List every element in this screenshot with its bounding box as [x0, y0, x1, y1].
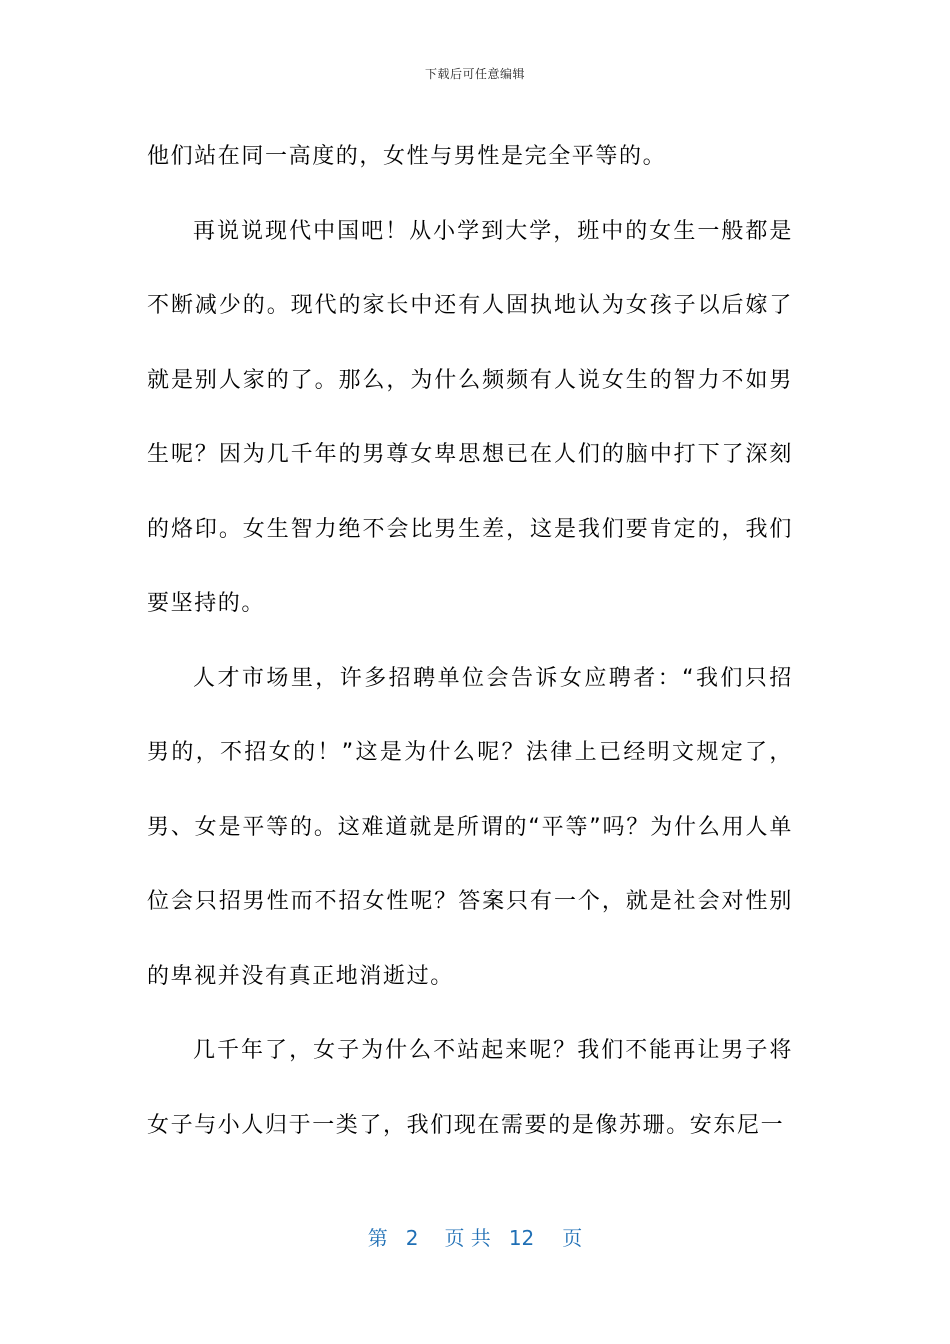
paragraph-3: 人才市场里，许多招聘单位会告诉女应聘者：“我们只招男的，不招女的！”这是为什么呢？法律上已经明文规定了，男、女是平等的。这难道就是所谓的“平等”吗？为什么用人单位会只招男性而不招女性呢？答案只有一个，就是社会对性别的卑视并没有真正地消逝过。: [147, 665, 793, 989]
document-body: [147, 120, 793, 1163]
page-footer: [0, 1224, 950, 1252]
page-header: 下载后可任意编辑: [424, 67, 525, 81]
paragraph-1: 他们站在同一高度的，女性与男性是完全平等的。: [147, 144, 667, 169]
footer-current-page: 2: [405, 1226, 419, 1250]
footer-suffix: 页: [562, 1226, 583, 1250]
footer-middle: 页 共: [444, 1226, 491, 1250]
footer-prefix: 第: [367, 1226, 388, 1250]
paragraph-2: 再说说现代中国吧！从小学到大学，班中的女生一般都是不断减少的。现代的家长中还有人固执地认为女孩子以后嫁了就是别人家的了。那么，为什么频频有人说女生的智力不如男生呢？因为几千年的男尊女卑思想已在人们的脑中打下了深刻的烙印。女生智力绝不会比男生差，这是我们要肯定的，我们要坚持的。: [147, 218, 793, 616]
paragraph-4: 几千年了，女子为什么不站起来呢？我们不能再让男子将女子与小人归于一类了，我们现在需要的是像苏珊。安东尼一: [147, 1038, 793, 1138]
footer-total-pages: 12: [508, 1226, 535, 1250]
